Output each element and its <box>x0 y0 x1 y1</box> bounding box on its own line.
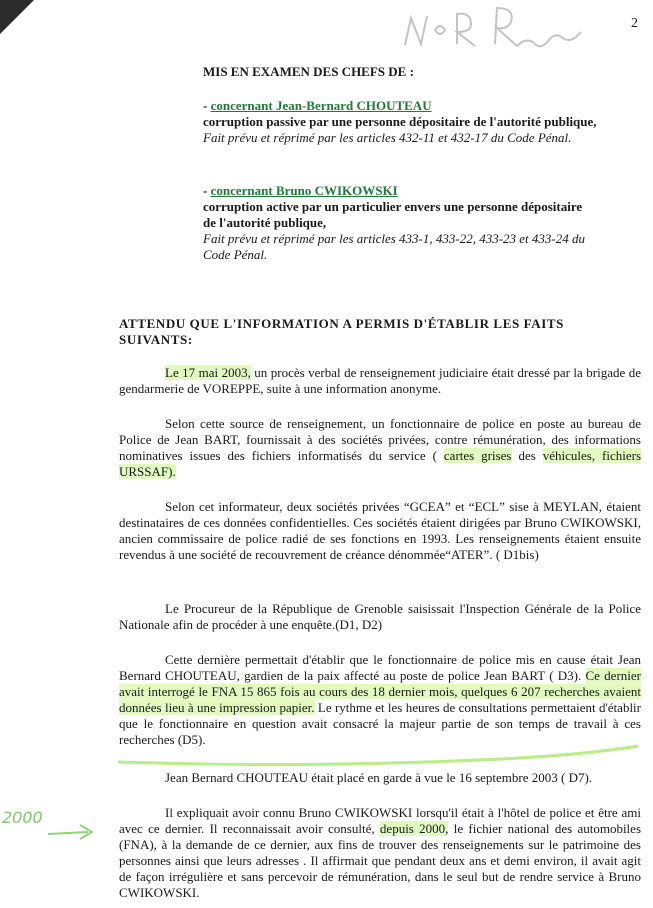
charge-person-line: - concernant Bruno CWIKOWSKI <box>203 183 398 198</box>
highlighted-date: Le 17 mai 2003, <box>165 365 251 380</box>
charge-offense: corruption passive par une personne dépositaire de l'autorité publique, <box>203 114 597 129</box>
charge-legal-basis-line2: Code Pénal. <box>203 247 268 262</box>
paragraph-2: Selon cette source de renseignement, un fonctionnaire de police en poste au bureau de Police de Jean BART, fournissait à des sociétés privées, contre rémunération, des informations nominatives issues des fichiers informatisés du service ( cartes grises des véhicules, fichiers URSSAF). <box>119 416 642 479</box>
paragraph-3: Selon cet informateur, deux sociétés privées “GCEA” et “ECL” sise à MEYLAN, étaient destinataires de ces données confidentielles. Ces sociétés étaient dirigées par Bruno CWIKOWSKI, ancien commissaire de police radié de ses fonctions en 1993. Les renseignements étaient ensuite revendus à une société de recouvrement de créance dénommée“ATER”. ( D1bis) <box>119 499 641 562</box>
paragraph-7: Il expliquait avoir connu Bruno CWIKOWSKI lorsqu'il était à l'hôtel de police et être ami avec ce dernier. Il reconnaissait avoir consulté, depuis 2000, le fichier national des automobiles (FNA), à la demande de ce dernier, aux fins de trouver des renseignements sur le patrimoine des personnes ainsi que leurs adresses . Il affirmait que pendant deux ans et demi environ, il avait agit de façon irrégulière et sans percevoir de rémunération, dans le seul but de rendre service à Bruno CWIKOWSKI. <box>119 805 641 900</box>
charge-legal-basis: Fait prévu et réprimé par les articles 432-11 et 432-17 du Code Pénal. <box>203 130 572 145</box>
highlighted-text: cartes grises <box>443 448 512 463</box>
paragraph-6: Jean Bernard CHOUTEAU était placé en garde à vue le 16 septembre 2003 ( D7). <box>165 770 593 785</box>
scan-corner-mark <box>0 0 34 34</box>
charges-heading: MIS EN EXAMEN DES CHEFS DE : <box>203 64 414 79</box>
highlighted-text: Ce dernier avait interrogé le FNA 15 865 fois au cours des 18 dernier mois, quelques 6 207 recherches avaient données lieu à une impression papier. <box>119 668 641 715</box>
charge-legal-basis-line1: Fait prévu et réprimé par les articles 433-1, 433-22, 433-23 et 433-24 du <box>203 231 585 246</box>
highlighted-text: véhicules, fichiers URSSAF). <box>119 448 642 479</box>
charge-person-name: concernant Bruno CWIKOWSKI <box>210 183 398 198</box>
charge-cwikowski <box>203 183 643 263</box>
charge-offense-line2: de l'autorité publique, <box>203 215 327 230</box>
charge-offense-line1: corruption active par un particulier envers une personne dépositaire <box>203 199 583 214</box>
margin-note: 2000 <box>2 808 43 827</box>
charge-person-line: - concernant Jean-Bernard CHOUTEAU <box>203 98 432 113</box>
paragraph-5: Cette dernière permettait d'établir que le fonctionnaire de police mis en cause était Jean Bernard CHOUTEAU, gardien de la paix affecté au poste de police Jean BART ( D3). Ce dernier avait interrogé le FNA 15 865 fois au cours des 18 dernier mois, quelques 6 207 recherches avaient données lieu à une impression papier. Le rythme et les heures de consultations permettaient d'établir que le fonctionnaire en question avait consacré la majeur partie de son temps de travail à ces recherches (D5). <box>119 652 641 747</box>
highlighted-date: depuis 2000, <box>379 821 449 836</box>
page-number: 2 <box>631 16 638 31</box>
charge-chouteau <box>203 98 653 146</box>
attendu-heading: ATTENDU QUE L'INFORMATION A PERMIS D'ÉTABLIR LES FAITS SUIVANTS: <box>119 316 564 347</box>
paragraph-1: Le 17 mai 2003, un procès verbal de renseignement judiciaire était dressé par la brigade de gendarmerie de VOREPPE, suite à une information anonyme. <box>119 365 641 396</box>
handwritten-annotation-icon <box>395 0 595 60</box>
paragraph-4: Le Procureur de la République de Grenoble saisissait l'Inspection Générale de la Police Nationale afin de procéder à une enquête.(D1, D2) <box>119 601 641 632</box>
charge-person-name: concernant Jean-Bernard CHOUTEAU <box>210 98 432 113</box>
arrow-right-icon <box>48 822 98 842</box>
